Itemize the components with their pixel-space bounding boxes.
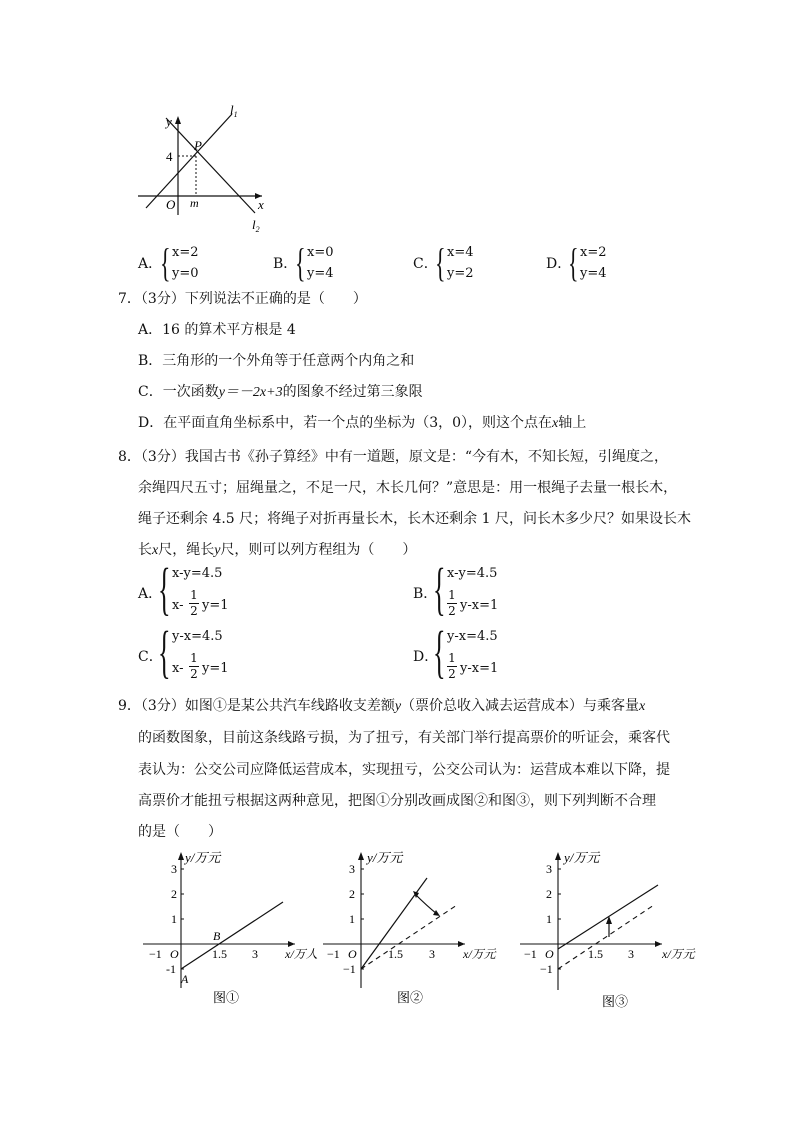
- new-line: [558, 885, 658, 949]
- brace-icon: {: [435, 240, 446, 285]
- y-axis-arrow: [178, 852, 184, 860]
- label-x15: 1.5: [588, 947, 603, 961]
- d-post: 轴上: [558, 415, 587, 431]
- original-line-dashed: [558, 905, 654, 969]
- label-l2: [252, 217, 260, 234]
- d-pre: D．在平面直角坐标系中，若一个点的坐标为（3，0），则这个点在: [138, 415, 553, 431]
- option-label: D．: [413, 649, 439, 665]
- eq-row2: y=4: [307, 266, 334, 281]
- label-xlabel: x/万元: [662, 947, 695, 961]
- label-x15: 1.5: [212, 947, 227, 961]
- eq-row1: x-y=4.5: [447, 566, 498, 581]
- l2-sub: 2: [255, 225, 260, 234]
- label-xm1: −1: [149, 947, 162, 961]
- label-y3: 3: [546, 862, 552, 876]
- rotation-arrow: [415, 894, 437, 914]
- label-origin: O: [348, 947, 357, 961]
- var-x: x: [152, 543, 159, 558]
- frac-num: 1: [448, 588, 456, 602]
- label-ym1: −1: [343, 962, 356, 976]
- option-label: C．: [413, 256, 438, 272]
- eq-row2: y=2: [447, 266, 474, 281]
- original-line-dashed: [361, 905, 457, 969]
- q8-option-d[interactable]: [413, 619, 533, 685]
- c-pre: C．一次函数: [138, 384, 219, 400]
- label-l1: [230, 102, 238, 119]
- q9-line3: 表认为：公交公司应降低运营成本，实现扭亏，公交公司认为：运营成本难以下降，提: [138, 762, 670, 778]
- label-origin: O: [545, 947, 554, 961]
- option-label: A．: [138, 586, 163, 602]
- label-x3: 3: [429, 947, 435, 961]
- l2-letter: l: [252, 217, 256, 232]
- graph-2: [315, 848, 500, 1013]
- line-l1: [146, 114, 232, 208]
- q6-option-c[interactable]: [413, 240, 513, 287]
- caption: 图③: [602, 994, 629, 1009]
- label-y1: 1: [349, 912, 355, 926]
- q8-line4: [138, 540, 416, 561]
- graph-3: [512, 848, 712, 1018]
- x-axis-arrow: [655, 941, 662, 947]
- option-label: A．: [138, 256, 163, 272]
- brace-icon: {: [158, 556, 171, 621]
- frac-den: 2: [190, 667, 198, 681]
- y-axis-arrow: [175, 116, 181, 124]
- option-label: B．: [273, 256, 298, 272]
- label-a: A: [181, 972, 189, 986]
- q8-line3: 绳子还剩余 4.5 尺；将绳子对折再量长木，长木还剩余 1 尺，问长木多少尺？如果设长木: [138, 511, 691, 527]
- caption: 图②: [397, 990, 424, 1005]
- t2: 尺，绳长: [158, 542, 215, 558]
- label-p: P: [194, 138, 202, 153]
- t2: （票价总收入减去运营成本）与乘客量: [401, 698, 640, 714]
- brace-icon: {: [158, 619, 171, 684]
- d-math: x: [552, 416, 559, 431]
- label-y2: 2: [171, 887, 177, 901]
- q6-option-d[interactable]: [546, 240, 646, 287]
- label-xlabel: x/万元: [463, 947, 496, 961]
- q7-option-b[interactable]: B．三角形的一个外角等于任意两个内角之和: [138, 353, 415, 369]
- caption: 图①: [213, 990, 240, 1005]
- label-o: O: [166, 197, 176, 212]
- frac-den: 2: [448, 667, 456, 681]
- q8-option-b[interactable]: [413, 556, 533, 622]
- q7-stem: 7．（3分）下列说法不正确的是（ ）: [118, 291, 367, 307]
- label-xlabel: x/万人: [285, 947, 318, 961]
- q9-line5: 的是（ ）: [138, 824, 222, 840]
- eq-row1: x=2: [172, 245, 199, 260]
- t3: 尺，则可以列方程组为（ ）: [220, 542, 417, 558]
- label-xm1: −1: [524, 947, 537, 961]
- label-y3: 3: [349, 862, 355, 876]
- eq-row2: y=0: [172, 266, 199, 281]
- eq-row1: y-x=4.5: [447, 629, 498, 644]
- label-y2: 2: [546, 887, 552, 901]
- c-math: y＝－2x+3: [218, 385, 283, 400]
- frac-num: 1: [448, 651, 456, 665]
- option-label: D．: [546, 256, 572, 272]
- q9-line1: [118, 696, 645, 717]
- eq-row1: x=0: [307, 245, 334, 260]
- function-line: [181, 902, 283, 969]
- eq-row2-post: y-x=1: [460, 661, 499, 676]
- var-y: y: [214, 543, 221, 558]
- var-x: x: [639, 699, 646, 714]
- brace-icon: {: [433, 556, 446, 621]
- q6-option-b[interactable]: [273, 240, 373, 287]
- eq-row1: x=4: [447, 245, 474, 260]
- t1: 9．（3分）如图①是某公共汽车线路收支差额: [118, 698, 395, 714]
- frac-den: 2: [448, 604, 456, 618]
- c-post: 的图象不经过第三象限: [282, 384, 423, 400]
- line-l2: [166, 118, 255, 213]
- brace-icon: {: [568, 240, 579, 285]
- option-label: B．: [413, 586, 438, 602]
- y-axis-arrow: [358, 852, 364, 860]
- label-xm1: −1: [327, 947, 340, 961]
- label-ylabel: y/万元: [185, 850, 221, 865]
- eq-row2-pre: x-: [172, 661, 184, 676]
- label-ylabel: y/万元: [564, 850, 600, 865]
- eq-row1: x=2: [580, 245, 607, 260]
- frac-num: 1: [190, 651, 198, 665]
- label-y: y: [166, 114, 172, 129]
- frac-den: 2: [190, 604, 198, 618]
- eq-row1: x-y=4.5: [172, 566, 223, 581]
- brace-icon: {: [295, 240, 306, 285]
- l1-sub: 1: [233, 110, 238, 119]
- eq-row1: y-x=4.5: [172, 629, 223, 644]
- q9-line2: 的函数图象，目前这条线路亏损，为了扭亏，有关部门举行提高票价的听证会，乘客代: [138, 730, 670, 746]
- label-m: m: [190, 196, 199, 210]
- label-ym1: −1: [540, 962, 553, 976]
- label-ylabel: y/万元: [367, 850, 403, 865]
- option-label: C．: [138, 649, 163, 665]
- q6-figure: [130, 100, 290, 240]
- label-y2: 2: [349, 887, 355, 901]
- l1-letter: l: [230, 102, 234, 117]
- q8-option-c[interactable]: [138, 619, 258, 685]
- q8-line1: 8．（3分）我国古书《孙子算经》中有一道题，原文是：“今有木，不知长短，引绳度之，: [118, 449, 668, 465]
- q8-option-a[interactable]: [138, 556, 258, 622]
- graph-1: [135, 848, 318, 1013]
- label-4: 4: [166, 149, 173, 164]
- label-b: B: [213, 929, 221, 943]
- eq-row2-post: y=1: [202, 598, 229, 613]
- var-y: y: [394, 699, 402, 714]
- eq-row2-pre: x-: [172, 598, 184, 613]
- eq-row2-post: y=1: [202, 661, 229, 676]
- q8-line2: 余绳四尺五寸；屈绳量之，不足一尺，木长几何？”意思是：用一根绳子去量一根长木，: [138, 480, 678, 496]
- label-y1: 1: [546, 912, 552, 926]
- q7-option-c[interactable]: [138, 382, 423, 403]
- label-y1: 1: [171, 912, 177, 926]
- q7-option-d[interactable]: [138, 413, 586, 434]
- label-y3: 3: [171, 862, 177, 876]
- brace-icon: {: [160, 240, 171, 285]
- brace-icon: {: [433, 619, 446, 684]
- q6-option-a[interactable]: [138, 240, 238, 287]
- label-x15: 1.5: [388, 947, 403, 961]
- eq-row2: y=4: [580, 266, 607, 281]
- t1: 长: [138, 542, 152, 558]
- q9-line4: 高票价才能扭亏根据这两种意见，把图①分别改画成图②和图③，则下列判断不合理: [138, 793, 656, 809]
- label-x3: 3: [252, 947, 258, 961]
- label-origin: O: [170, 947, 179, 961]
- label-x: x: [258, 197, 264, 212]
- q7-option-a[interactable]: A．16 的算术平方根是 4: [138, 322, 296, 338]
- label-x3: 3: [628, 947, 634, 961]
- label-ym1: -1: [166, 962, 176, 976]
- y-axis-arrow: [555, 852, 561, 860]
- eq-row2-post: y-x=1: [460, 598, 499, 613]
- frac-num: 1: [190, 588, 198, 602]
